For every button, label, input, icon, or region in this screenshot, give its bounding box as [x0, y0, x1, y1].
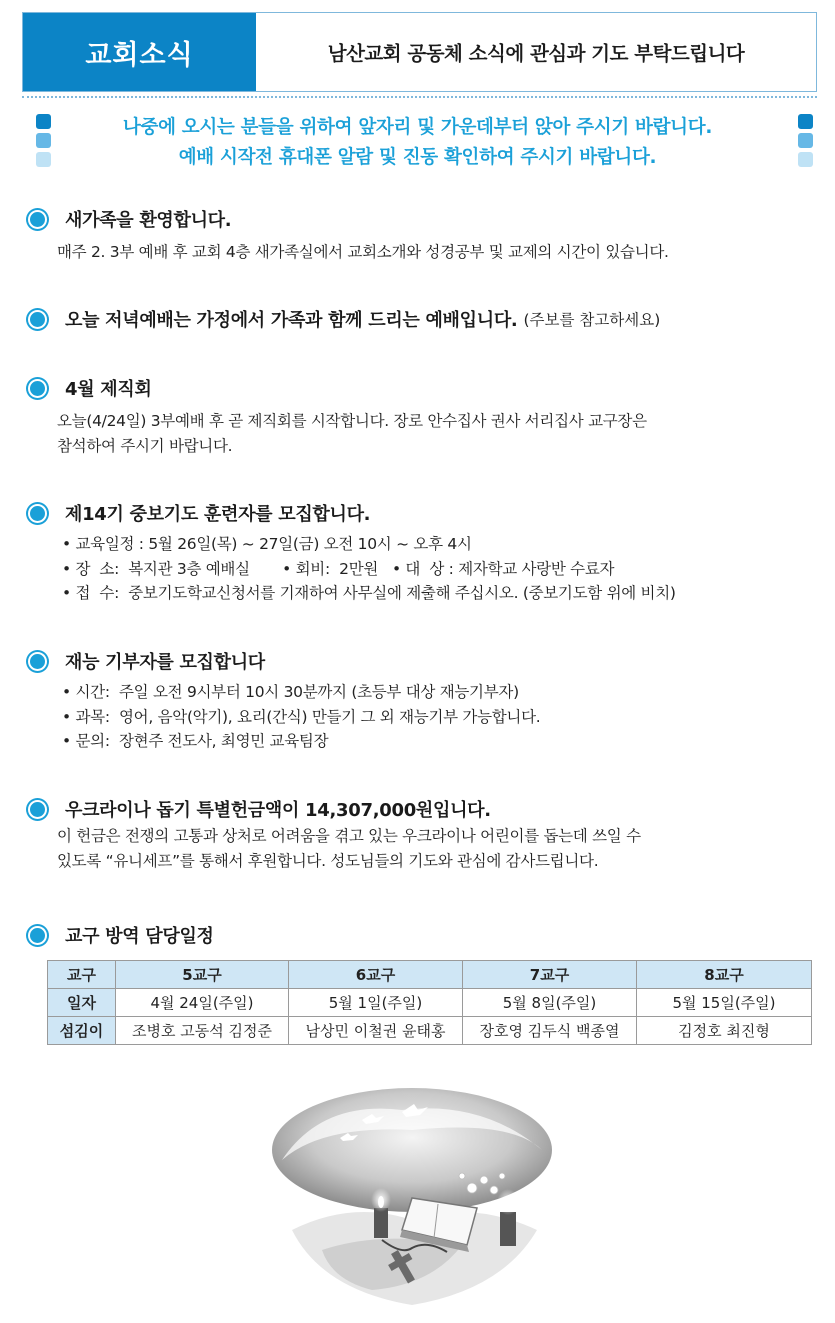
page-header	[22, 12, 817, 92]
blue-square-icon	[798, 152, 813, 167]
circle-bullet-icon	[30, 381, 45, 396]
table-header-cell: 교구	[48, 961, 116, 989]
table-row	[48, 989, 812, 1017]
blue-square-icon	[36, 133, 51, 148]
section-title: 새가족을 환영합니다.	[65, 210, 232, 231]
section-ukraine-offering	[26, 796, 816, 873]
list-item: • 접 수: 중보기도학교신청서를 기재하여 사무실에 제출해 주십시오. (중보기도함 위에 비치)	[62, 584, 676, 602]
blue-square-icon	[36, 152, 51, 167]
schedule-table	[47, 960, 812, 1045]
page-title: 교회소식	[23, 13, 256, 91]
bible-candles-doves-illustration	[262, 1080, 562, 1310]
section-title: 우크라이나 돕기 특별헌금액이 14,307,000원입니다.	[65, 800, 491, 821]
list-item: • 교육일정 : 5월 26일(목) ~ 27일(금) 오전 10시 ~ 오후 4시	[62, 535, 472, 553]
section-new-family	[26, 206, 816, 265]
table-header-row	[48, 961, 812, 989]
section-title: 재능 기부자를 모집합니다	[65, 652, 265, 673]
table-cell: 장호영 김두식 백종열	[463, 1017, 637, 1045]
dotted-divider	[22, 96, 817, 98]
notice-line-2: 예배 시작전 휴대폰 알람 및 진동 확인하여 주시기 바랍니다.	[178, 147, 657, 168]
notice-box	[0, 114, 835, 178]
list-item: • 과목: 영어, 음악(악기), 요리(간식) 만들기 그 외 재능기부 가능합니다.	[62, 707, 541, 726]
section-body-line: 오늘(4/24일) 3부예배 후 곧 제직회를 시작합니다. 장로 안수집사 권사 서리집사 교구장은	[57, 412, 647, 430]
circle-bullet-icon	[30, 506, 45, 521]
list-item: • 문의: 장현주 전도사, 최영민 교육팀장	[62, 732, 329, 750]
section-body-line: 있도록 “유니세프”를 통해서 후원합니다. 성도님들의 기도와 관심에 감사드립니다.	[57, 851, 599, 870]
candle-icon	[500, 1212, 516, 1246]
section-body-line: 매주 2. 3부 예배 후 교회 4층 새가족실에서 교회소개와 성경공부 및 교제의 시간이 있습니다.	[57, 243, 669, 261]
section-title: 4월 제직회	[65, 379, 152, 400]
table-header-cell: 7교구	[463, 961, 637, 989]
table-cell: 조병호 고동석 김정준	[116, 1017, 289, 1045]
table-header-cell: 6교구	[289, 961, 463, 989]
section-title: 제14기 중보기도 훈련자를 모집합니다.	[65, 504, 371, 525]
schedule-table-wrap	[47, 960, 811, 1045]
section-title: 오늘 저녁예배는 가정에서 가족과 함께 드리는 예배입니다.	[65, 310, 518, 331]
table-header-cell: 8교구	[637, 961, 812, 989]
table-cell: 5월 15일(주일)	[637, 989, 812, 1017]
section-evening-worship	[26, 306, 816, 332]
circle-bullet-icon	[30, 654, 45, 669]
section-note: (주보를 참고하세요)	[523, 311, 661, 329]
table-cell: 4월 24일(주일)	[116, 989, 289, 1017]
table-cell: 남상민 이철권 윤태홍	[289, 1017, 463, 1045]
section-body-line: 참석하여 주시기 바랍니다.	[57, 436, 233, 455]
table-header-cell: 5교구	[116, 961, 289, 989]
row-header-cell: 섬김이	[48, 1017, 116, 1045]
section-title: 교구 방역 담당일정	[65, 926, 214, 947]
table-cell: 김정호 최진형	[637, 1017, 812, 1045]
list-item: • 장 소: 복지관 3층 예배실 • 회비: 2만원 • 대 상 : 제자학교 사랑반 수료자	[62, 559, 615, 578]
blue-square-icon	[798, 133, 813, 148]
list-item: • 시간: 주일 오전 9시부터 10시 30분까지 (초등부 대상 재능기부자)	[62, 683, 519, 701]
circle-bullet-icon	[30, 802, 45, 817]
circle-bullet-icon	[30, 928, 45, 943]
page-subtitle: 남산교회 공동체 소식에 관심과 기도 부탁드립니다	[327, 42, 745, 65]
blue-square-icon	[798, 114, 813, 129]
left-square-icons	[36, 114, 52, 171]
row-header-cell: 일자	[48, 989, 116, 1017]
section-april-meeting	[26, 375, 816, 458]
table-cell: 5월 8일(주일)	[463, 989, 637, 1017]
right-square-icons	[798, 114, 814, 171]
blue-square-icon	[36, 114, 51, 129]
notice-line-1: 나중에 오시는 분들을 위하여 앞자리 및 가운데부터 앉아 주시기 바랍니다.	[122, 117, 713, 138]
candle-icon	[374, 1208, 388, 1238]
section-intercessory-training	[26, 500, 816, 606]
section-quarantine-schedule	[26, 922, 816, 948]
section-talent-donors	[26, 648, 816, 754]
circle-bullet-icon	[30, 212, 45, 227]
table-cell: 5월 1일(주일)	[289, 989, 463, 1017]
table-row	[48, 1017, 812, 1045]
section-body-line: 이 헌금은 전쟁의 고통과 상처로 어려움을 겪고 있는 우크라이나 어린이를 돕는데 쓰일 수	[57, 827, 641, 845]
circle-bullet-icon	[30, 312, 45, 327]
